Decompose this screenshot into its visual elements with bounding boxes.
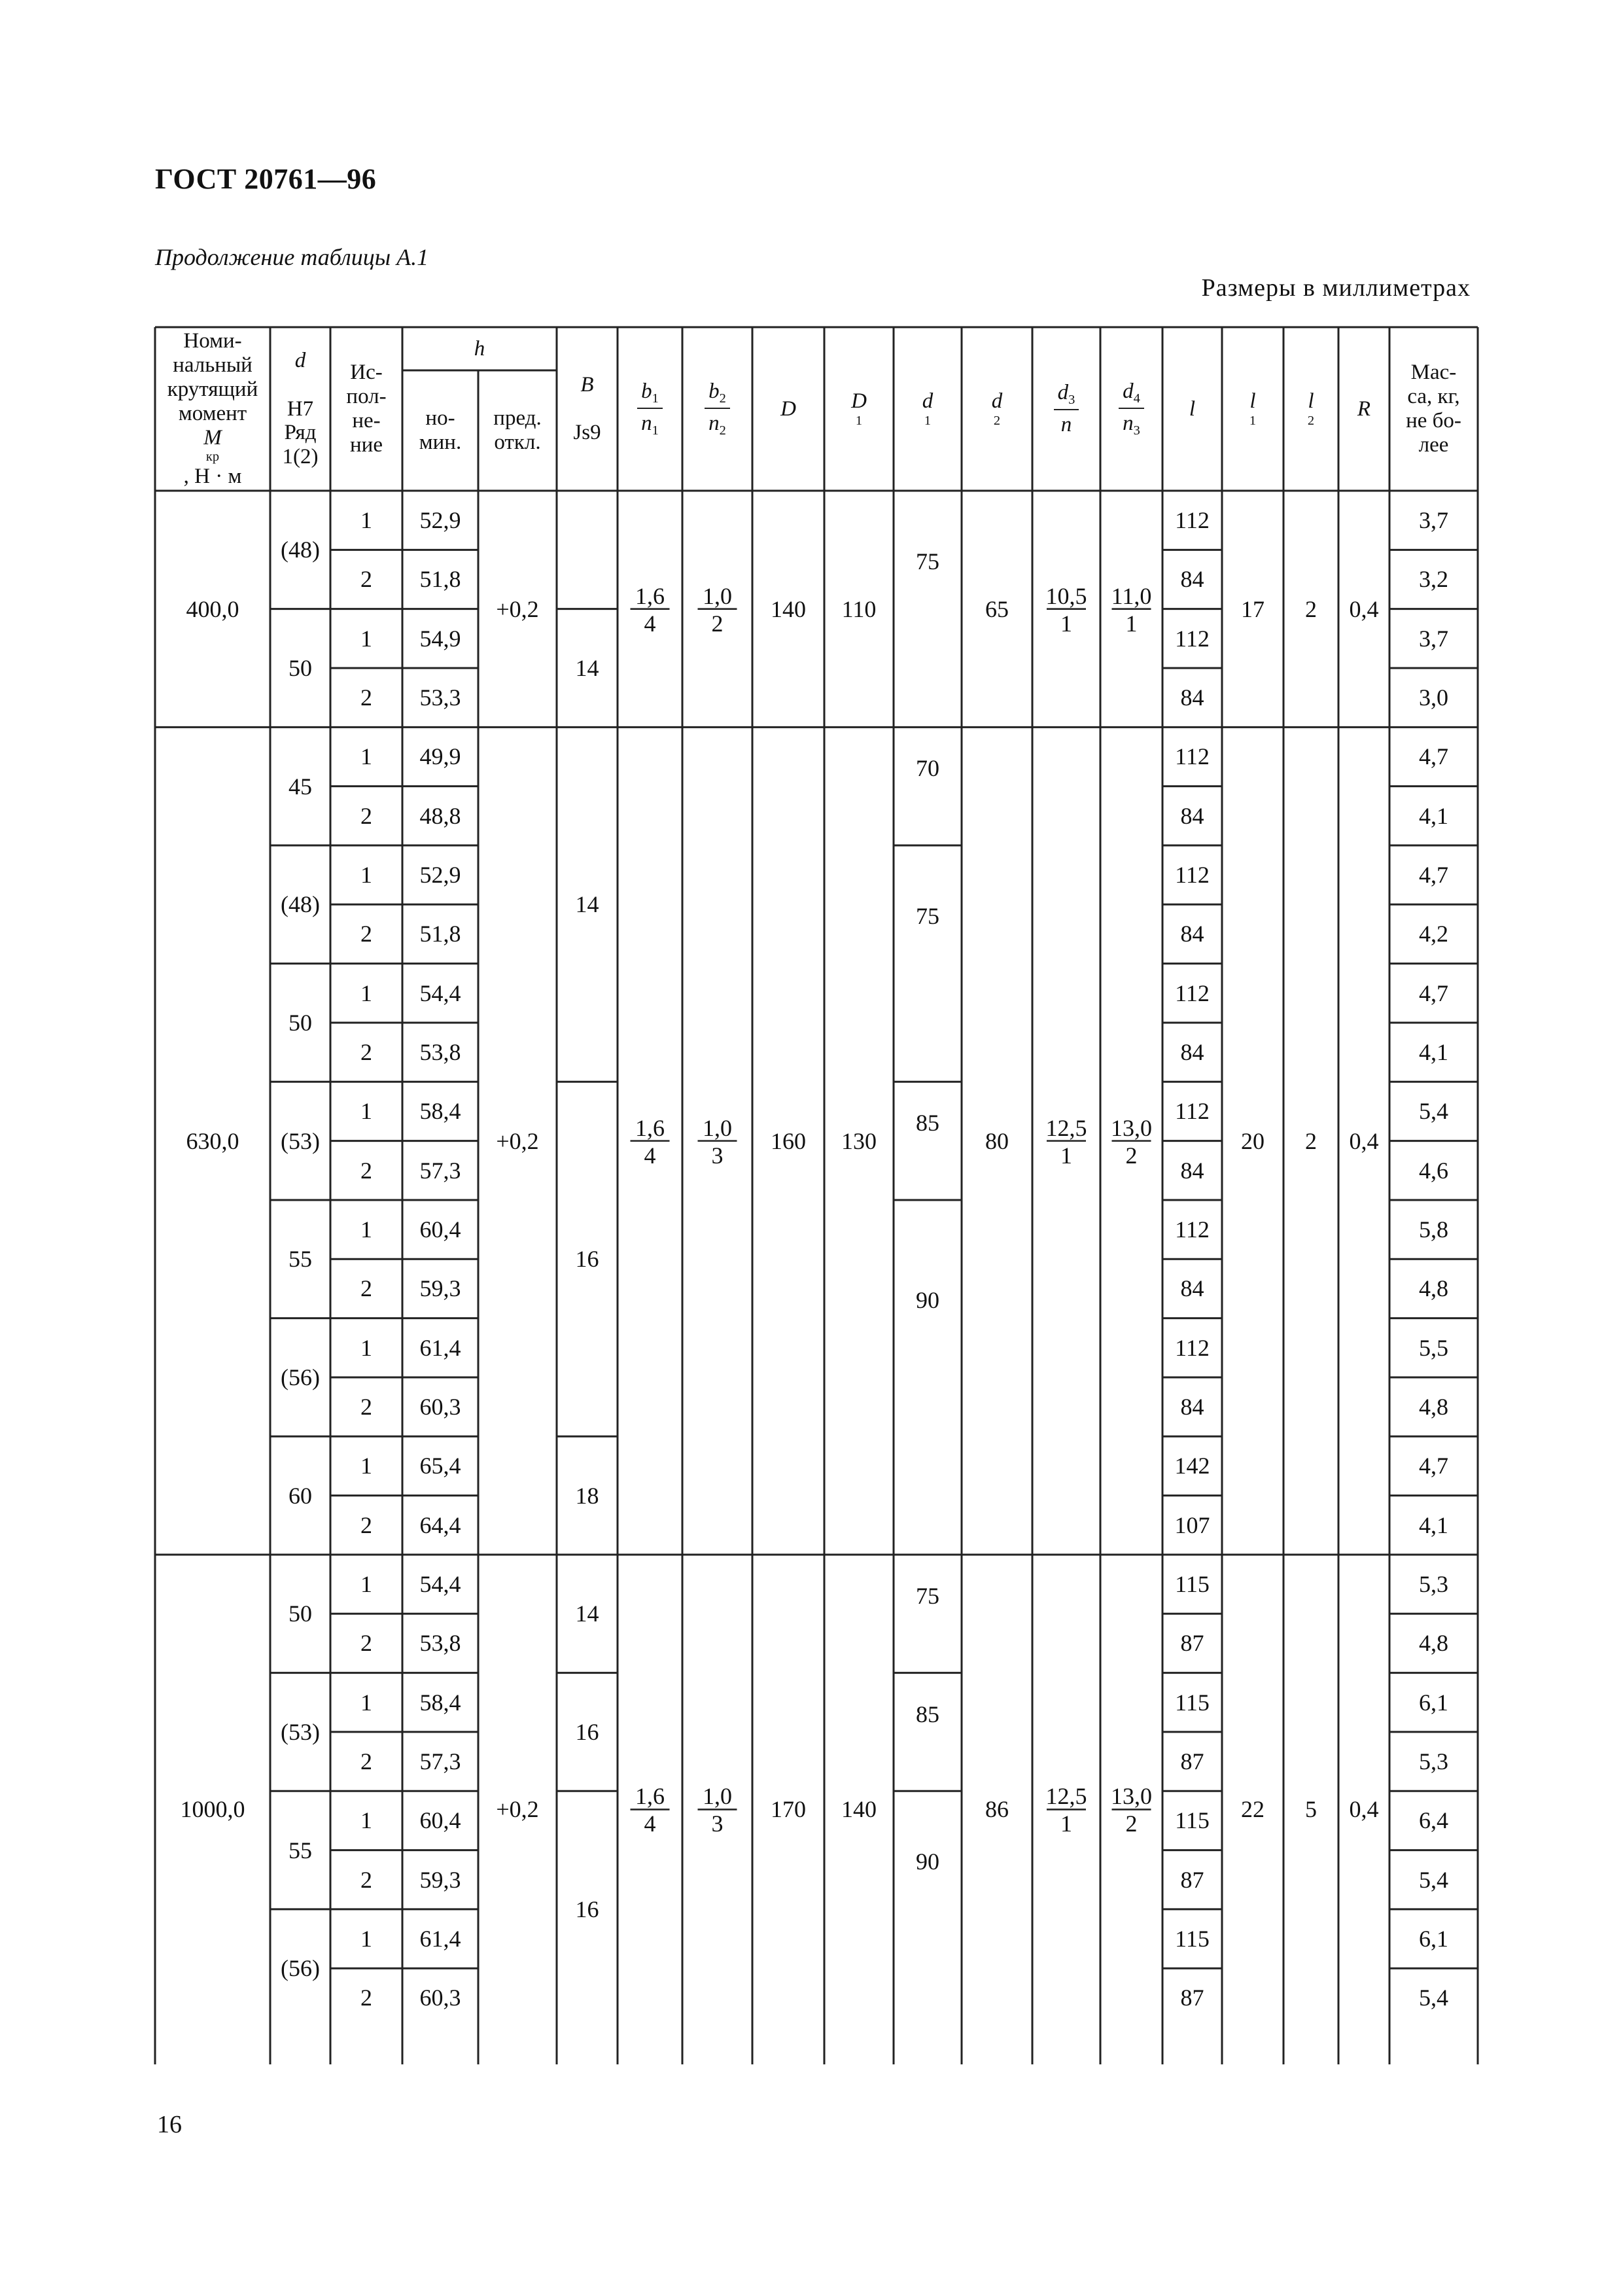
- row-l: 115: [1175, 1689, 1210, 1716]
- row-h-nominal: 60,3: [419, 1985, 461, 2011]
- group-1-l1: 20: [1241, 1127, 1265, 1154]
- row-l: 87: [1180, 1748, 1204, 1775]
- row-h-nominal: 60,3: [419, 1394, 461, 1421]
- row-l: 87: [1180, 1866, 1204, 1893]
- group-2-b2-n2-numerator: 1,0: [703, 1783, 732, 1810]
- row-variant: 2: [360, 1985, 372, 2011]
- group-2-B-value: 14: [575, 1600, 599, 1627]
- row-h-nominal: 49,9: [419, 743, 461, 770]
- row-variant: 1: [360, 1807, 372, 1834]
- group-1-h-tolerance: +0,2: [496, 1127, 539, 1154]
- row-variant: 1: [360, 743, 372, 770]
- group-0-d3-n-denominator: 1: [1060, 610, 1072, 637]
- row-mass: 3,2: [1419, 566, 1448, 593]
- row-mass: 5,4: [1419, 1866, 1448, 1893]
- group-1-d4-n3-denominator: 2: [1125, 1142, 1138, 1169]
- group-1-D: 160: [771, 1127, 806, 1154]
- group-1-d-value: (48): [281, 891, 320, 918]
- row-l: 112: [1175, 507, 1210, 534]
- group-1-d3-n-numerator: 12,5: [1045, 1114, 1087, 1141]
- row-variant: 1: [360, 1216, 372, 1243]
- row-l: 115: [1175, 1571, 1210, 1598]
- row-l: 84: [1180, 802, 1204, 829]
- group-0-B-value: 14: [575, 654, 599, 681]
- header-d3-n: $d_3$ n: [1032, 327, 1100, 491]
- row-l: 115: [1175, 1807, 1210, 1834]
- row-mass: 3,0: [1419, 684, 1448, 711]
- header-b2-n2: $b_2$ $n_2$: [682, 327, 752, 491]
- group-0-d4-n3-denominator: 1: [1125, 610, 1138, 637]
- group-1-b1-n1-denominator: 4: [644, 1142, 656, 1169]
- row-mass: 4,8: [1419, 1394, 1448, 1421]
- group-0-R: 0,4: [1349, 595, 1379, 622]
- group-2-l1: 22: [1241, 1796, 1265, 1823]
- header-l: l: [1189, 397, 1196, 421]
- row-h-nominal: 52,9: [419, 862, 461, 889]
- header-variant: Ис- пол- не- ние: [346, 361, 387, 457]
- group-2-d4-n3-denominator: 2: [1125, 1810, 1138, 1837]
- group-0-d4-n3-numerator: 11,0: [1111, 582, 1152, 609]
- group-2-d-value: (56): [281, 1955, 320, 1982]
- row-variant: 2: [360, 1157, 372, 1184]
- group-1-d2: 80: [985, 1127, 1009, 1154]
- row-variant: 2: [360, 1275, 372, 1302]
- row-mass: 5,5: [1419, 1334, 1448, 1361]
- row-h-nominal: 57,3: [419, 1748, 461, 1775]
- group-2-b2-n2-denominator: 3: [711, 1810, 724, 1837]
- row-l: 112: [1175, 1216, 1210, 1243]
- header-l1: l 1: [1249, 389, 1257, 429]
- group-2-D1: 140: [841, 1796, 877, 1823]
- row-mass: 6,1: [1419, 1689, 1448, 1716]
- group-2-d1-value: 85: [916, 1701, 939, 1727]
- row-variant: 1: [360, 1334, 372, 1361]
- group-1-R: 0,4: [1349, 1127, 1379, 1154]
- header-b1-n1: $b_1$ $n_1$: [618, 327, 682, 491]
- row-h-nominal: 53,8: [419, 1630, 461, 1657]
- row-h-nominal: 52,9: [419, 507, 461, 534]
- row-h-nominal: 59,3: [419, 1866, 461, 1893]
- header-R: R: [1357, 397, 1371, 421]
- group-1-d1-value: 70: [916, 755, 939, 782]
- group-0-b1-n1-numerator: 1,6: [635, 582, 665, 609]
- row-variant: 1: [360, 1098, 372, 1125]
- group-1-d4-n3-numerator: 13,0: [1111, 1114, 1152, 1141]
- row-h-nominal: 60,4: [419, 1216, 461, 1243]
- row-mass: 4,7: [1419, 743, 1448, 770]
- page-number: 16: [157, 2111, 182, 2138]
- row-l: 84: [1180, 1394, 1204, 1421]
- row-h-nominal: 64,4: [419, 1511, 461, 1538]
- row-l: 142: [1174, 1453, 1210, 1479]
- row-mass: 5,4: [1419, 1985, 1448, 2011]
- row-h-nominal: 65,4: [419, 1453, 461, 1479]
- row-l: 84: [1180, 921, 1204, 947]
- row-variant: 2: [360, 921, 372, 947]
- row-l: 112: [1175, 743, 1210, 770]
- header-d: d Н7 Ряд 1(2): [282, 348, 319, 469]
- row-h-nominal: 58,4: [419, 1098, 461, 1125]
- row-mass: 3,7: [1419, 507, 1448, 534]
- group-0-l1: 17: [1241, 595, 1265, 622]
- row-variant: 2: [360, 1039, 372, 1066]
- group-0-b1-n1-denominator: 4: [644, 610, 656, 637]
- group-2-D: 170: [771, 1796, 806, 1823]
- row-mass: 4,7: [1419, 862, 1448, 889]
- row-variant: 1: [360, 1453, 372, 1479]
- group-1-d-value: (53): [281, 1127, 320, 1154]
- row-h-nominal: 51,8: [419, 921, 461, 947]
- row-l: 84: [1180, 1275, 1204, 1302]
- row-mass: 4,1: [1419, 802, 1448, 829]
- header-h: h: [474, 336, 485, 361]
- group-2-h-tolerance: +0,2: [496, 1796, 539, 1823]
- row-h-nominal: 54,4: [419, 980, 461, 1006]
- group-0-d3-n-numerator: 10,5: [1045, 582, 1087, 609]
- group-1-d1-value: 85: [916, 1110, 939, 1137]
- row-variant: 1: [360, 1926, 372, 1952]
- header-torque: Номи- нальный крутящий момент M кр , Н · м: [167, 328, 258, 489]
- group-2-B-value: 16: [575, 1896, 599, 1922]
- group-2-d2: 86: [985, 1796, 1009, 1823]
- row-variant: 2: [360, 684, 372, 711]
- row-mass: 5,3: [1419, 1748, 1448, 1775]
- row-l: 84: [1180, 684, 1204, 711]
- row-variant: 2: [360, 1866, 372, 1893]
- row-l: 87: [1180, 1985, 1204, 2011]
- group-2-b1-n1-numerator: 1,6: [635, 1783, 665, 1810]
- group-0-d-value: 50: [288, 654, 312, 681]
- group-1-B-value: 18: [575, 1482, 599, 1509]
- row-h-nominal: 51,8: [419, 566, 461, 593]
- row-l: 84: [1180, 1157, 1204, 1184]
- group-2-d3-n-denominator: 1: [1060, 1810, 1072, 1837]
- header-B: B Js9: [573, 372, 601, 445]
- group-0-h-tolerance: +0,2: [496, 595, 539, 622]
- group-0-l2: 2: [1305, 595, 1317, 622]
- row-h-nominal: 61,4: [419, 1926, 461, 1952]
- row-l: 112: [1175, 1098, 1210, 1125]
- units-note: Размеры в миллиметрах: [1201, 274, 1471, 302]
- row-variant: 2: [360, 566, 372, 593]
- row-mass: 6,1: [1419, 1926, 1448, 1952]
- group-1-b1-n1-numerator: 1,6: [635, 1114, 665, 1141]
- row-h-nominal: 58,4: [419, 1689, 461, 1716]
- group-0-d2: 65: [985, 595, 1009, 622]
- row-l: 87: [1180, 1630, 1204, 1657]
- group-0-d1-value: 75: [916, 548, 939, 574]
- row-variant: 2: [360, 802, 372, 829]
- row-h-nominal: 57,3: [419, 1157, 461, 1184]
- group-2-d3-n-numerator: 12,5: [1045, 1783, 1087, 1810]
- header-d2: d 2: [991, 389, 1003, 429]
- row-h-nominal: 48,8: [419, 802, 461, 829]
- group-2-d-value: (53): [281, 1718, 320, 1745]
- row-l: 115: [1175, 1926, 1210, 1952]
- row-mass: 4,7: [1419, 1453, 1448, 1479]
- row-variant: 2: [360, 1394, 372, 1421]
- header-l2: l 2: [1307, 389, 1315, 429]
- group-0-b2-n2-denominator: 2: [711, 610, 724, 637]
- group-1-torque: 630,0: [186, 1127, 239, 1154]
- row-variant: 2: [360, 1630, 372, 1657]
- row-variant: 2: [360, 1748, 372, 1775]
- row-l: 112: [1175, 980, 1210, 1006]
- group-0-D: 140: [771, 595, 806, 622]
- group-0-b2-n2-numerator: 1,0: [703, 582, 732, 609]
- row-mass: 4,8: [1419, 1630, 1448, 1657]
- group-2-d1-value: 90: [916, 1848, 939, 1875]
- group-1-l2: 2: [1305, 1127, 1317, 1154]
- row-mass: 5,4: [1419, 1098, 1448, 1125]
- document-title: ГОСТ 20761—96: [155, 163, 377, 195]
- group-2-d1-value: 75: [916, 1582, 939, 1609]
- row-mass: 4,7: [1419, 980, 1448, 1006]
- group-2-B-value: 16: [575, 1718, 599, 1745]
- row-l: 112: [1175, 862, 1210, 889]
- row-variant: 1: [360, 980, 372, 1006]
- row-h-nominal: 53,3: [419, 684, 461, 711]
- row-variant: 1: [360, 625, 372, 652]
- group-2-R: 0,4: [1349, 1796, 1379, 1823]
- row-h-nominal: 54,9: [419, 625, 461, 652]
- group-1-d-value: 45: [288, 773, 312, 800]
- row-l: 84: [1180, 566, 1204, 593]
- header-mass: Мас- са, кг, не бо- лее: [1406, 361, 1461, 457]
- group-1-B-value: 14: [575, 891, 599, 918]
- group-1-d3-n-denominator: 1: [1060, 1142, 1072, 1169]
- group-1-d-value: 60: [288, 1482, 312, 1509]
- row-mass: 5,8: [1419, 1216, 1448, 1243]
- group-1-b2-n2-numerator: 1,0: [703, 1114, 732, 1141]
- group-2-l2: 5: [1305, 1796, 1317, 1823]
- row-l: 107: [1174, 1511, 1210, 1538]
- row-l: 84: [1180, 1039, 1204, 1066]
- group-0-D1: 110: [841, 595, 877, 622]
- group-2-d-value: 55: [288, 1837, 312, 1863]
- group-1-b2-n2-denominator: 3: [711, 1142, 724, 1169]
- group-0-torque: 400,0: [186, 595, 239, 622]
- row-h-nominal: 54,4: [419, 1571, 461, 1598]
- row-mass: 6,4: [1419, 1807, 1448, 1834]
- row-variant: 1: [360, 1571, 372, 1598]
- row-h-nominal: 59,3: [419, 1275, 461, 1302]
- row-variant: 1: [360, 1689, 372, 1716]
- row-mass: 4,2: [1419, 921, 1448, 947]
- header-h-tolerance: пред. откл.: [493, 406, 542, 454]
- row-variant: 2: [360, 1511, 372, 1538]
- row-mass: 3,7: [1419, 625, 1448, 652]
- group-2-b1-n1-denominator: 4: [644, 1810, 656, 1837]
- row-h-nominal: 60,4: [419, 1807, 461, 1834]
- group-1-d1-value: 90: [916, 1286, 939, 1313]
- header-D: D: [780, 397, 796, 421]
- group-2-torque: 1000,0: [180, 1796, 245, 1823]
- group-1-D1: 130: [841, 1127, 877, 1154]
- row-mass: 4,1: [1419, 1511, 1448, 1538]
- group-2-d-value: 50: [288, 1600, 312, 1627]
- row-variant: 1: [360, 507, 372, 534]
- group-1-d-value: 50: [288, 1009, 312, 1036]
- table-continuation-caption: Продолжение таблицы А.1: [155, 244, 429, 270]
- header-D1: D 1: [851, 389, 867, 429]
- header-d1: d 1: [922, 389, 934, 429]
- row-l: 112: [1175, 625, 1210, 652]
- row-variant: 1: [360, 862, 372, 889]
- row-h-nominal: 53,8: [419, 1039, 461, 1066]
- header-h-nominal: но- мин.: [419, 406, 462, 454]
- header-d4-n3: $d_4$ $n_3$: [1100, 327, 1162, 491]
- group-0-d-value: (48): [281, 537, 320, 563]
- row-mass: 4,8: [1419, 1275, 1448, 1302]
- group-1-d-value: 55: [288, 1246, 312, 1273]
- group-2-d4-n3-numerator: 13,0: [1111, 1783, 1152, 1810]
- row-mass: 4,6: [1419, 1157, 1448, 1184]
- row-h-nominal: 61,4: [419, 1334, 461, 1361]
- group-1-d-value: (56): [281, 1364, 320, 1390]
- group-1-d1-value: 75: [916, 902, 939, 929]
- row-l: 112: [1175, 1334, 1210, 1361]
- row-mass: 4,1: [1419, 1039, 1448, 1066]
- group-1-B-value: 16: [575, 1246, 599, 1273]
- row-mass: 5,3: [1419, 1571, 1448, 1598]
